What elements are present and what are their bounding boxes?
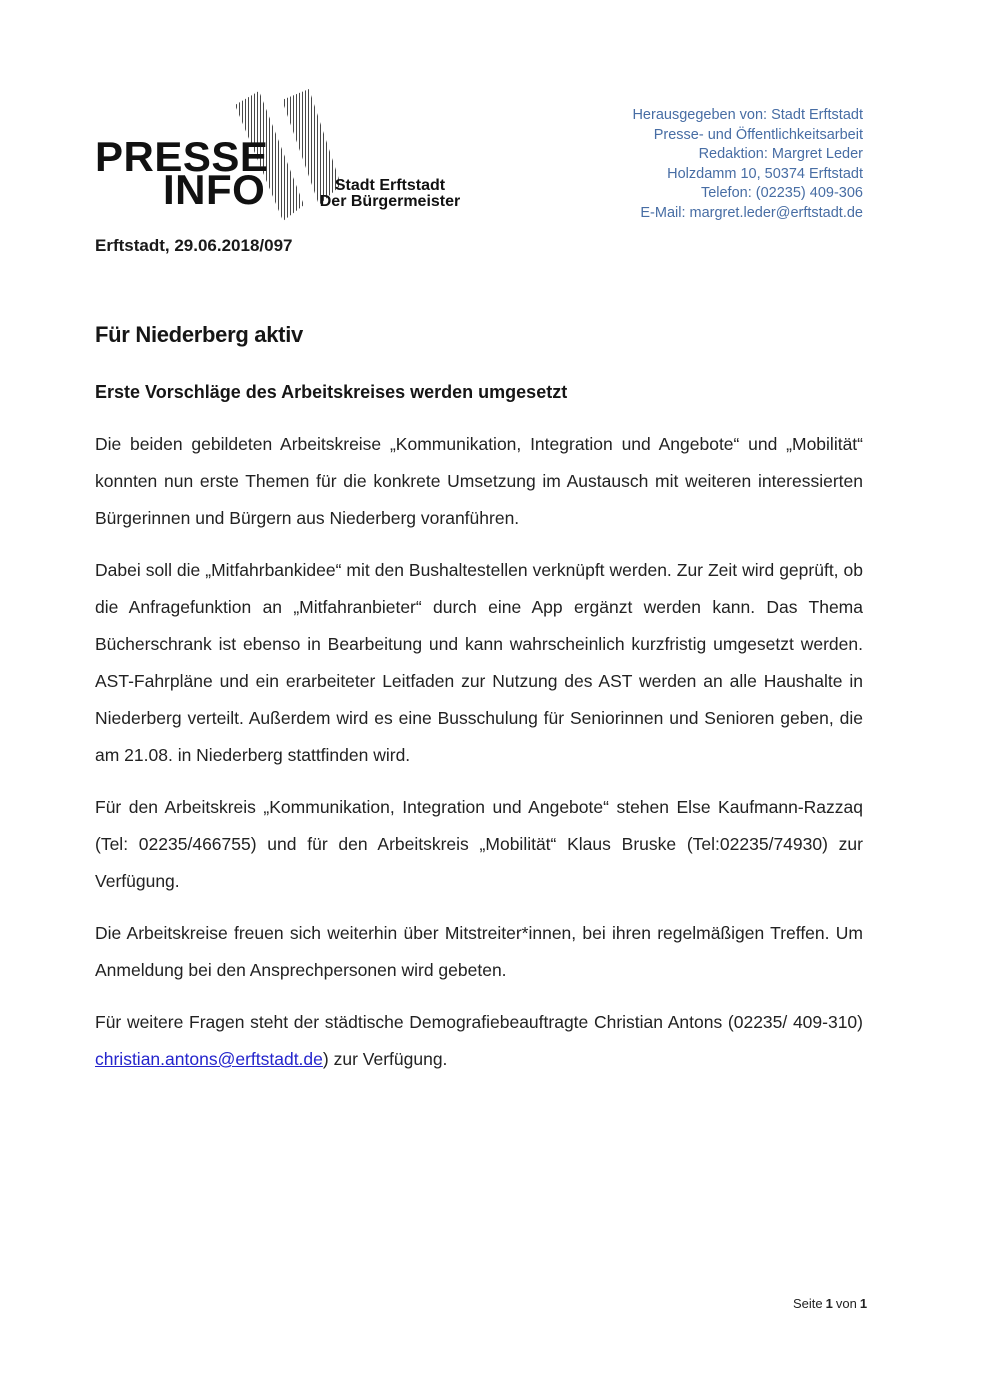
publisher-line: Redaktion: Margret Leder	[698, 146, 863, 162]
paragraph-2: Dabei soll die „Mitfahrbankidee“ mit den Bushaltestellen verknüpft werden. Zur Zeit wird geprüft, ob die Anfragefunktion an „Mitfahranbieter“ durch eine App ergänzt werden kann. Das Thema Bücherschrank ist ebenso in Bearbeitung und kann wahrscheinlich kurzfristig umgesetzt werden. AST-Fahrpläne und ein erarbeiteter Leitfaden zur Nutzung des AST werden an alle Haushalte in Niederberg verteilt. Außerdem wird es eine Busschulung für Seniorinnen und Senioren geben, die am 21.08. in Niederberg stattfinden wird.	[95, 560, 863, 765]
closing-text-pre: Für weitere Fragen steht der städtische Demografiebeauftragte Christian Antons (02235/ 409-310)	[95, 1012, 863, 1032]
presse-wordmark: PRESSE	[95, 133, 269, 180]
publisher-line: Telefon: (02235) 409-306	[700, 185, 863, 201]
footer-word-von: von	[835, 1296, 857, 1311]
office-line-city: Stadt Erftstadt	[334, 177, 446, 194]
footer-total-pages: 1	[859, 1296, 868, 1311]
office-line-mayor: Der Bürgermeister	[319, 193, 461, 210]
paragraph-3: Für den Arbeitskreis „Kommunikation, Integration und Angebote“ stehen Else Kaufmann-Razzaq (Tel: 02235/466755) und für den Arbeitskreis „Mobilität“ Klaus Bruske (Tel:02235/74930) zur Verfügung.	[95, 797, 863, 891]
paragraph-5	[95, 1004, 863, 1078]
publisher-email-line: E-Mail: margret.leder@erftstadt.de	[640, 204, 863, 221]
paragraph-4: Die Arbeitskreise freuen sich weiterhin über Mitstreiter*innen, bei ihren regelmäßigen Treffen. Um Anmeldung bei den Ansprechpersonen wird gebeten.	[95, 923, 863, 980]
publisher-line: Herausgegeben von: Stadt Erftstadt	[632, 107, 863, 123]
footer-word-seite: Seite	[793, 1296, 823, 1311]
paragraph-1: Die beiden gebildeten Arbeitskreise „Kommunikation, Integration und Angebote“ und „Mobilität“ konnten nun erste Themen für die konkrete Umsetzung im Austausch mit weiteren interessierten Bürgerinnen und Bürgern aus Niederberg voranführen.	[95, 434, 863, 528]
page-subtitle: Erste Vorschläge des Arbeitskreises werden umgesetzt	[95, 382, 568, 402]
publisher-block	[632, 106, 863, 223]
body-text	[95, 426, 863, 1093]
closing-text-post: ) zur Verfügung.	[322, 1049, 448, 1069]
page-number	[793, 1296, 870, 1311]
office-block	[305, 178, 475, 210]
publisher-line: Holzdamm 10, 50374 Erftstadt	[667, 165, 863, 182]
email-link[interactable]: christian.antons@erftstadt.de	[95, 1049, 323, 1069]
info-wordmark: INFO	[163, 166, 266, 213]
page-title: Für Niederberg aktiv	[95, 322, 303, 347]
dateline: Erftstadt, 29.06.2018/097	[95, 236, 293, 255]
publisher-line: Presse- und Öffentlichkeitsarbeit	[653, 126, 863, 143]
footer-current-page: 1	[825, 1296, 833, 1311]
